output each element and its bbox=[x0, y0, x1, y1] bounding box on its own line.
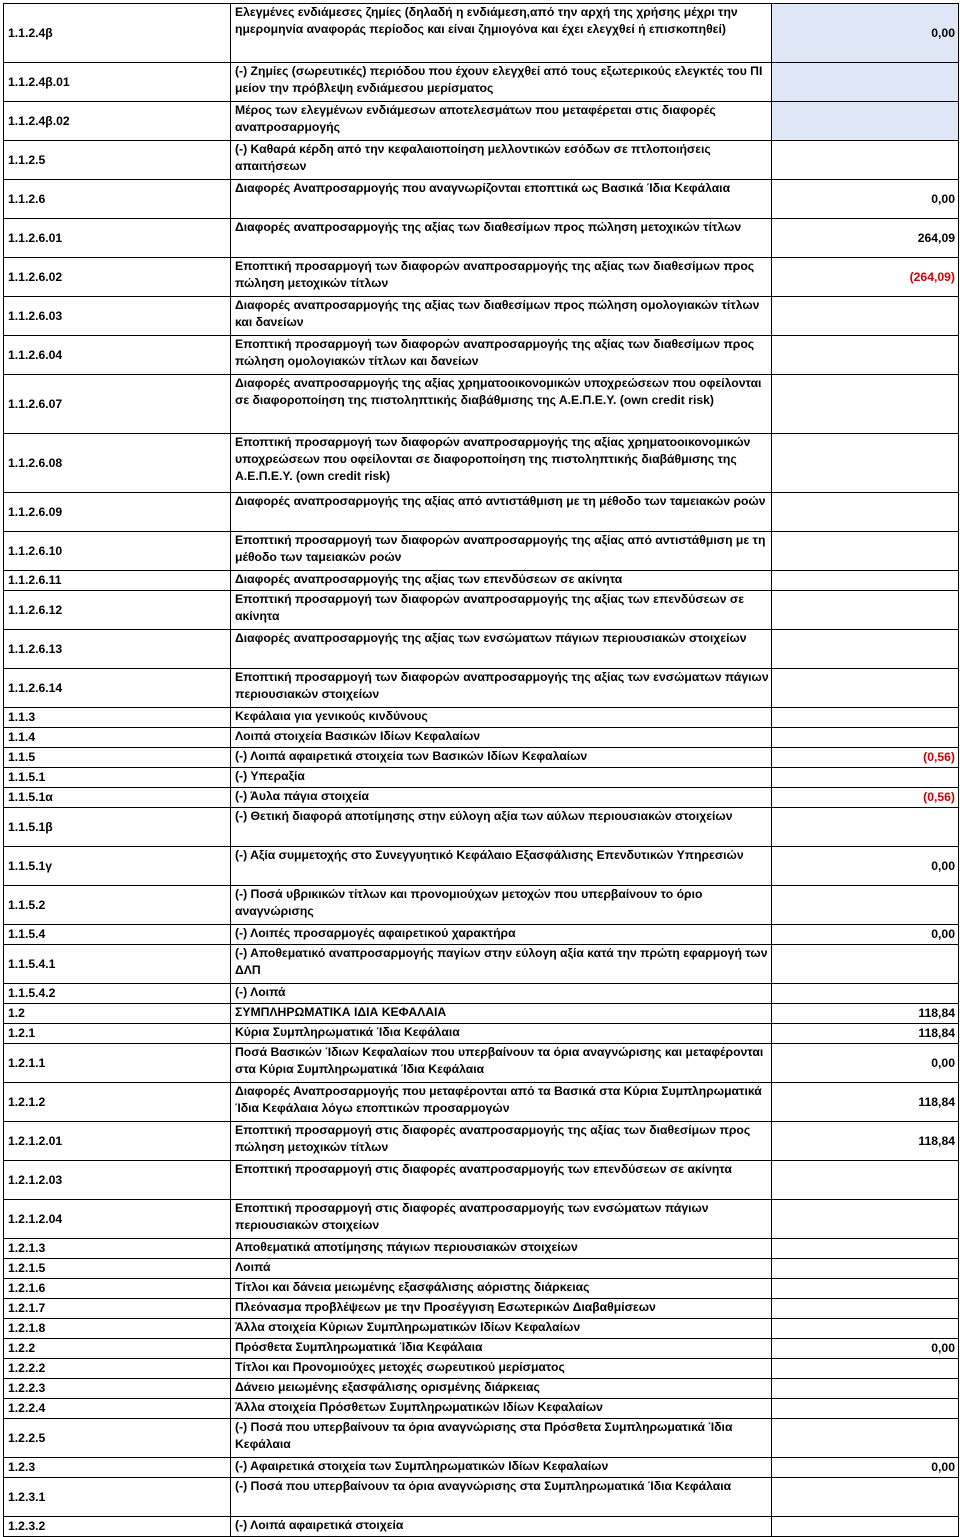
item-description-text: (-) Ποσά που υπερβαίνουν τα όρια αναγνώρισης στα Πρόσθετα Συμπληρωματικά Ίδια Κεφάλαια bbox=[235, 1420, 733, 1451]
item-description-text: Εποπτική προσαρμογή στις διαφορές αναπροσαρμογής των επενδύσεων σε ακίνητα bbox=[235, 1162, 732, 1176]
item-code: 1.1.2.6.11 bbox=[4, 571, 231, 591]
table-row bbox=[4, 1419, 959, 1458]
item-description-text: (-) Λοιπές προσαρμογές αφαιρετικού χαρακτήρα bbox=[235, 926, 516, 940]
item-description-text: (-) Υπεραξία bbox=[235, 769, 305, 783]
item-description bbox=[231, 1083, 772, 1122]
table-row bbox=[4, 336, 959, 375]
item-description bbox=[231, 1517, 772, 1537]
item-description bbox=[231, 1339, 772, 1359]
item-description bbox=[231, 63, 772, 102]
item-description bbox=[231, 925, 772, 945]
item-value bbox=[772, 493, 959, 532]
table-row bbox=[4, 4, 959, 63]
item-code: 1.1.2.6 bbox=[4, 180, 231, 219]
item-value bbox=[772, 1279, 959, 1299]
table-row bbox=[4, 1239, 959, 1259]
item-code: 1.2.1 bbox=[4, 1024, 231, 1044]
regulatory-capital-table bbox=[3, 3, 959, 1537]
item-code: 1.1.2.4β.01 bbox=[4, 63, 231, 102]
item-description-text: Διαφορές αναπροσαρμογής της αξίας των ενσώματων πάγιων περιουσιακών στοιχείων bbox=[235, 631, 747, 645]
item-value bbox=[772, 102, 959, 141]
item-value: 0,00 bbox=[772, 4, 959, 63]
table-row bbox=[4, 808, 959, 847]
item-value bbox=[772, 708, 959, 728]
table-row bbox=[4, 532, 959, 571]
table-row bbox=[4, 1122, 959, 1161]
table-row bbox=[4, 571, 959, 591]
item-code: 1.1.5.1 bbox=[4, 768, 231, 788]
table-row bbox=[4, 748, 959, 768]
item-value bbox=[772, 591, 959, 630]
table-row bbox=[4, 1379, 959, 1399]
table-row bbox=[4, 141, 959, 180]
table-row bbox=[4, 219, 959, 258]
item-value bbox=[772, 768, 959, 788]
item-description-text: (-) Αξία συμμετοχής στο Συνεγγυητικό Κεφάλαιο Εξασφάλισης Επενδυτικών Υπηρεσιών bbox=[235, 848, 744, 862]
item-description-text: Λοιπά bbox=[235, 1260, 271, 1274]
item-value bbox=[772, 630, 959, 669]
item-description bbox=[231, 493, 772, 532]
item-code: 1.1.2.5 bbox=[4, 141, 231, 180]
item-code: 1.2.3 bbox=[4, 1458, 231, 1478]
item-description-text: Τίτλοι και δάνεια μειωμένης εξασφάλισης αόριστης διάρκειας bbox=[235, 1280, 590, 1294]
item-value: 0,00 bbox=[772, 925, 959, 945]
item-value bbox=[772, 1478, 959, 1517]
table-row bbox=[4, 788, 959, 808]
item-description bbox=[231, 1024, 772, 1044]
item-value: 264,09 bbox=[772, 219, 959, 258]
item-code: 1.2.1.2.01 bbox=[4, 1122, 231, 1161]
item-description bbox=[231, 1279, 772, 1299]
item-value bbox=[772, 945, 959, 984]
item-code: 1.2.2.3 bbox=[4, 1379, 231, 1399]
table-row bbox=[4, 63, 959, 102]
item-value bbox=[772, 1517, 959, 1537]
item-description-text: Άλλα στοιχεία Πρόσθετων Συμπληρωματικών Ιδίων Κεφαλαίων bbox=[235, 1400, 603, 1414]
item-code: 1.1.3 bbox=[4, 708, 231, 728]
table-row bbox=[4, 669, 959, 708]
item-description bbox=[231, 1419, 772, 1458]
item-value bbox=[772, 669, 959, 708]
item-code: 1.2.2 bbox=[4, 1339, 231, 1359]
item-value bbox=[772, 1239, 959, 1259]
item-description-text: Διαφορές Αναπροσαρμογής που μεταφέρονται από τα Βασικά στα Κύρια Συμπληρωματικά Ίδια Κεφάλαια λόγω εποπτικών προσαρμογών bbox=[235, 1084, 762, 1115]
item-description bbox=[231, 102, 772, 141]
table-row bbox=[4, 1044, 959, 1083]
item-description-text: Ποσά Βασικών Ίδιων Κεφαλαίων που υπερβαίνουν τα όρια αναγνώρισης και μεταφέρονται στα Κύρια Συμπληρωματικά Ίδια Κεφάλαια bbox=[235, 1045, 764, 1076]
item-description-text: Διαφορές αναπροσαρμογής της αξίας χρηματοοικονομικών υποχρεώσεων που οφείλονται σε διαφοροποίηση της πιστοληπτικής διαβάθμισης της Α.Ε.Π.Ε.Υ. (own credit risk) bbox=[235, 376, 762, 407]
item-code: 1.1.5.1α bbox=[4, 788, 231, 808]
table-row bbox=[4, 984, 959, 1004]
item-value bbox=[772, 532, 959, 571]
item-description bbox=[231, 1379, 772, 1399]
item-description-text: Κεφάλαια για γενικούς κινδύνους bbox=[235, 709, 428, 723]
item-description-text: Μέρος των ελεγμένων ενδιάμεσων αποτελεσμάτων που μεταφέρεται στις διαφορές αναπροσαρμογής bbox=[235, 103, 716, 134]
table-row bbox=[4, 945, 959, 984]
table-row bbox=[4, 102, 959, 141]
item-value bbox=[772, 1200, 959, 1239]
item-description-text: (-) Θετική διαφορά αποτίμησης στην εύλογη αξία των αύλων περιουσιακών στοιχείων bbox=[235, 809, 733, 823]
item-description-text: (-) Λοιπά αφαιρετικά στοιχεία των Βασικών Ιδίων Κεφαλαίων bbox=[235, 749, 588, 763]
item-description bbox=[231, 180, 772, 219]
item-description-text: (-) Ποσά υβρικικών τίτλων και προνομιούχων μετοχών που υπερβαίνουν το όριο αναγνώρισης bbox=[235, 887, 703, 918]
table-row bbox=[4, 1083, 959, 1122]
table-row bbox=[4, 1259, 959, 1279]
item-description bbox=[231, 1458, 772, 1478]
item-value bbox=[772, 1319, 959, 1339]
item-description bbox=[231, 748, 772, 768]
item-description-text: Διαφορές αναπροσαρμογής της αξίας των επενδύσεων σε ακίνητα bbox=[235, 572, 623, 586]
item-value: 0,00 bbox=[772, 847, 959, 886]
item-value: 118,84 bbox=[772, 1024, 959, 1044]
table-row bbox=[4, 1517, 959, 1537]
table-row bbox=[4, 728, 959, 748]
item-description-text: (-) Λοιπά αφαιρετικά στοιχεία bbox=[235, 1518, 404, 1532]
item-code: 1.2.1.8 bbox=[4, 1319, 231, 1339]
item-value: 0,00 bbox=[772, 1458, 959, 1478]
item-description-text: Εποπτική προσαρμογή στις διαφορές αναπροσαρμογής της αξίας των διαθεσίμων προς πώληση μετοχικών τίτλων bbox=[235, 1123, 751, 1154]
item-description-text: (-) Ποσά που υπερβαίνουν τα όρια αναγνώρισης στα Συμπληρωματικά Ίδια Κεφάλαια bbox=[235, 1479, 732, 1493]
table-row bbox=[4, 925, 959, 945]
item-code: 1.1.2.6.12 bbox=[4, 591, 231, 630]
table-row bbox=[4, 375, 959, 434]
item-description bbox=[231, 847, 772, 886]
table-row bbox=[4, 1161, 959, 1200]
item-code: 1.1.2.6.03 bbox=[4, 297, 231, 336]
item-code: 1.2.1.2.04 bbox=[4, 1200, 231, 1239]
item-value bbox=[772, 141, 959, 180]
item-description bbox=[231, 375, 772, 434]
item-code: 1.2.1.5 bbox=[4, 1259, 231, 1279]
item-description bbox=[231, 945, 772, 984]
item-description-text: (-) Άυλα πάγια στοιχεία bbox=[235, 789, 369, 803]
table-row bbox=[4, 768, 959, 788]
item-value bbox=[772, 63, 959, 102]
item-description bbox=[231, 808, 772, 847]
table-row bbox=[4, 297, 959, 336]
table-row bbox=[4, 180, 959, 219]
item-description-text: (-) Αποθεματικό αναπροσαρμογής παγίων στην εύλογη αξία κατά την πρώτη εφαρμογή των ΔΛΠ bbox=[235, 946, 768, 977]
item-code: 1.1.2.6.10 bbox=[4, 532, 231, 571]
item-description-text: Εποπτική προσαρμογή των διαφορών αναπροσαρμογής της αξίας των διαθεσίμων προς πώληση ομολογιακών τίτλων και δανείων bbox=[235, 337, 755, 368]
item-description-text: Πλεόνασμα προβλέψεων με την Προσέγγιση Εσωτερικών Διαβαθμίσεων bbox=[235, 1300, 656, 1314]
item-description-text: Εποπτική προσαρμογή των διαφορών αναπροσαρμογής της αξίας χρηματοοικονομικών υποχρεώσεων που οφείλονται σε διαφοροποίηση της πιστοληπτικής διαβάθμισης της Α.Ε.Π.Ε.Υ. (own credit risk) bbox=[235, 435, 751, 483]
item-value bbox=[772, 1259, 959, 1279]
item-description bbox=[231, 1299, 772, 1319]
item-description-text: Διαφορές Αναπροσαρμογής που αναγνωρίζονται εποπτικά ως Βασικά Ίδια Κεφάλαια bbox=[235, 181, 731, 195]
item-code: 1.2.2.4 bbox=[4, 1399, 231, 1419]
item-value bbox=[772, 434, 959, 493]
table-row bbox=[4, 1024, 959, 1044]
item-description bbox=[231, 1319, 772, 1339]
table-row bbox=[4, 1299, 959, 1319]
table-row bbox=[4, 434, 959, 493]
item-description bbox=[231, 1122, 772, 1161]
item-code: 1.2.1.6 bbox=[4, 1279, 231, 1299]
item-description bbox=[231, 1200, 772, 1239]
item-code: 1.1.2.4β.02 bbox=[4, 102, 231, 141]
item-value bbox=[772, 571, 959, 591]
table-row bbox=[4, 1339, 959, 1359]
table-row bbox=[4, 886, 959, 925]
item-value bbox=[772, 808, 959, 847]
item-code: 1.1.5.2 bbox=[4, 886, 231, 925]
item-code: 1.1.5.1β bbox=[4, 808, 231, 847]
item-code: 1.2.2.5 bbox=[4, 1419, 231, 1458]
item-description bbox=[231, 1239, 772, 1259]
item-code: 1.1.2.6.01 bbox=[4, 219, 231, 258]
item-description bbox=[231, 630, 772, 669]
item-code: 1.2.3.2 bbox=[4, 1517, 231, 1537]
item-code: 1.1.2.6.14 bbox=[4, 669, 231, 708]
table-row bbox=[4, 591, 959, 630]
item-value bbox=[772, 297, 959, 336]
table-row bbox=[4, 1478, 959, 1517]
item-description-text: Εποπτική προσαρμογή των διαφορών αναπροσαρμογής της αξίας από αντιστάθμιση με τη μέθοδο των ταμειακών ροών bbox=[235, 533, 766, 564]
item-value: (0,56) bbox=[772, 788, 959, 808]
item-value bbox=[772, 1161, 959, 1200]
table-row bbox=[4, 847, 959, 886]
item-value: (0,56) bbox=[772, 748, 959, 768]
item-description bbox=[231, 591, 772, 630]
item-description-text: ΣΥΜΠΛΗΡΩΜΑΤΙΚΑ ΙΔΙΑ ΚΕΦΑΛΑΙΑ bbox=[235, 1005, 447, 1019]
item-code: 1.1.2.6.04 bbox=[4, 336, 231, 375]
item-code: 1.2 bbox=[4, 1004, 231, 1024]
table-row bbox=[4, 1004, 959, 1024]
item-description bbox=[231, 669, 772, 708]
item-description-text: Εποπτική προσαρμογή στις διαφορές αναπροσαρμογής των ενσώματων πάγιων περιουσιακών στοιχείων bbox=[235, 1201, 709, 1232]
table-row bbox=[4, 258, 959, 297]
item-code: 1.2.2.2 bbox=[4, 1359, 231, 1379]
item-value: 118,84 bbox=[772, 1004, 959, 1024]
item-description-text: Άλλα στοιχεία Κύριων Συμπληρωματικών Ιδίων Κεφαλαίων bbox=[235, 1320, 581, 1334]
item-description bbox=[231, 1359, 772, 1379]
item-code: 1.1.5.4 bbox=[4, 925, 231, 945]
item-description-text: Αποθεματικά αποτίμησης πάγιων περιουσιακών στοιχείων bbox=[235, 1240, 578, 1254]
item-description bbox=[231, 1161, 772, 1200]
item-code: 1.1.2.6.13 bbox=[4, 630, 231, 669]
item-code: 1.1.5.4.2 bbox=[4, 984, 231, 1004]
item-description bbox=[231, 1399, 772, 1419]
item-value bbox=[772, 728, 959, 748]
item-value bbox=[772, 984, 959, 1004]
item-description-text: Δάνειο μειωμένης εξασφάλισης ορισμένης διάρκειας bbox=[235, 1380, 540, 1394]
item-value: 0,00 bbox=[772, 180, 959, 219]
table-row bbox=[4, 1458, 959, 1478]
item-description-text: Κύρια Συμπληρωματικά Ίδια Κεφάλαια bbox=[235, 1025, 460, 1039]
item-code: 1.2.1.7 bbox=[4, 1299, 231, 1319]
item-code: 1.1.2.6.09 bbox=[4, 493, 231, 532]
item-description bbox=[231, 297, 772, 336]
item-description-text: (-) Αφαιρετικά στοιχεία των Συμπληρωματικών Ιδίων Κεφαλαίων bbox=[235, 1459, 609, 1473]
item-value bbox=[772, 1399, 959, 1419]
table-row bbox=[4, 493, 959, 532]
item-description bbox=[231, 336, 772, 375]
table-row bbox=[4, 1359, 959, 1379]
table-row bbox=[4, 1279, 959, 1299]
item-description bbox=[231, 1478, 772, 1517]
item-description bbox=[231, 4, 772, 63]
table-row bbox=[4, 1319, 959, 1339]
item-value: 118,84 bbox=[772, 1122, 959, 1161]
item-code: 1.1.2.6.02 bbox=[4, 258, 231, 297]
item-description-text: Εποπτική προσαρμογή των διαφορών αναπροσαρμογής της αξίας των διαθεσίμων προς πώληση μετοχικών τίτλων bbox=[235, 259, 755, 290]
item-value bbox=[772, 375, 959, 434]
item-description bbox=[231, 1044, 772, 1083]
item-value bbox=[772, 1299, 959, 1319]
item-description-text: Λοιπά στοιχεία Βασικών Ιδίων Κεφαλαίων bbox=[235, 729, 481, 743]
item-description bbox=[231, 768, 772, 788]
item-value bbox=[772, 886, 959, 925]
item-description bbox=[231, 788, 772, 808]
item-description-text: (-) Ζημίες (σωρευτικές) περιόδου που έχουν ελεγχθεί από τους εξωτερικούς ελεγκτές του ΠΙ μείον την πρόβλεψη ενδιάμεσου μερίσματος bbox=[235, 64, 763, 95]
item-description bbox=[231, 571, 772, 591]
item-value bbox=[772, 1379, 959, 1399]
item-description-text: Πρόσθετα Συμπληρωματικά Ίδια Κεφάλαια bbox=[235, 1340, 483, 1354]
item-code: 1.1.5.4.1 bbox=[4, 945, 231, 984]
item-code: 1.2.1.3 bbox=[4, 1239, 231, 1259]
item-description bbox=[231, 434, 772, 493]
item-description-text: Εποπτική προσαρμογή των διαφορών αναπροσαρμογής της αξίας των επενδύσεων σε ακίνητα bbox=[235, 592, 745, 623]
item-description-text: Εποπτική προσαρμογή των διαφορών αναπροσαρμογής της αξίας των ενσώματων πάγιων περιουσιακών στοιχείων bbox=[235, 670, 769, 701]
item-value bbox=[772, 1419, 959, 1458]
item-value: 0,00 bbox=[772, 1339, 959, 1359]
item-description bbox=[231, 532, 772, 571]
item-code: 1.1.5 bbox=[4, 748, 231, 768]
item-description-text: Τίτλοι και Προνομιούχες μετοχές σωρευτικού μερίσματος bbox=[235, 1360, 565, 1374]
item-description bbox=[231, 708, 772, 728]
item-description bbox=[231, 886, 772, 925]
item-code: 1.1.4 bbox=[4, 728, 231, 748]
item-description bbox=[231, 141, 772, 180]
item-description-text: Διαφορές αναπροσαρμογής της αξίας από αντιστάθμιση με τη μέθοδο των ταμειακών ροών bbox=[235, 494, 766, 508]
item-code: 1.2.3.1 bbox=[4, 1478, 231, 1517]
item-description bbox=[231, 728, 772, 748]
item-value: (264,09) bbox=[772, 258, 959, 297]
table-row bbox=[4, 1200, 959, 1239]
item-code: 1.2.1.2 bbox=[4, 1083, 231, 1122]
item-description-text: Διαφορές αναπροσαρμογής της αξίας των διαθεσίμων προς πώληση ομολογιακών τίτλων και δανείων bbox=[235, 298, 760, 329]
item-description bbox=[231, 258, 772, 297]
item-description-text: Διαφορές αναπροσαρμογής της αξίας των διαθεσίμων προς πώληση μετοχικών τίτλων bbox=[235, 220, 742, 234]
item-description-text: (-) Λοιπά bbox=[235, 985, 286, 999]
table-row bbox=[4, 1399, 959, 1419]
item-code: 1.2.1.1 bbox=[4, 1044, 231, 1083]
item-value: 0,00 bbox=[772, 1044, 959, 1083]
item-code: 1.1.2.4β bbox=[4, 4, 231, 63]
item-description-text: Ελεγμένες ενδιάμεσες ζημίες (δηλαδή η ενδιάμεση,από την αρχή της χρήσης μέχρι την ημερομηνία αναφοράς περίοδος και είναι ζημιογόνα και έχει ελεγχθεί ή επισκοπηθεί) bbox=[235, 5, 738, 36]
item-code: 1.1.5.1γ bbox=[4, 847, 231, 886]
table-body bbox=[4, 4, 959, 1537]
item-description bbox=[231, 1004, 772, 1024]
item-code: 1.1.2.6.07 bbox=[4, 375, 231, 434]
item-code: 1.1.2.6.08 bbox=[4, 434, 231, 493]
item-value bbox=[772, 336, 959, 375]
item-description bbox=[231, 984, 772, 1004]
item-value bbox=[772, 1359, 959, 1379]
item-code: 1.2.1.2.03 bbox=[4, 1161, 231, 1200]
item-description bbox=[231, 219, 772, 258]
item-value: 118,84 bbox=[772, 1083, 959, 1122]
table-row bbox=[4, 630, 959, 669]
item-description bbox=[231, 1259, 772, 1279]
table-row bbox=[4, 708, 959, 728]
item-description-text: (-) Καθαρά κέρδη από την κεφαλαιοποίηση μελλοντικών εσόδων σε πτλοποιήσεις απαιτήσεων bbox=[235, 142, 711, 173]
